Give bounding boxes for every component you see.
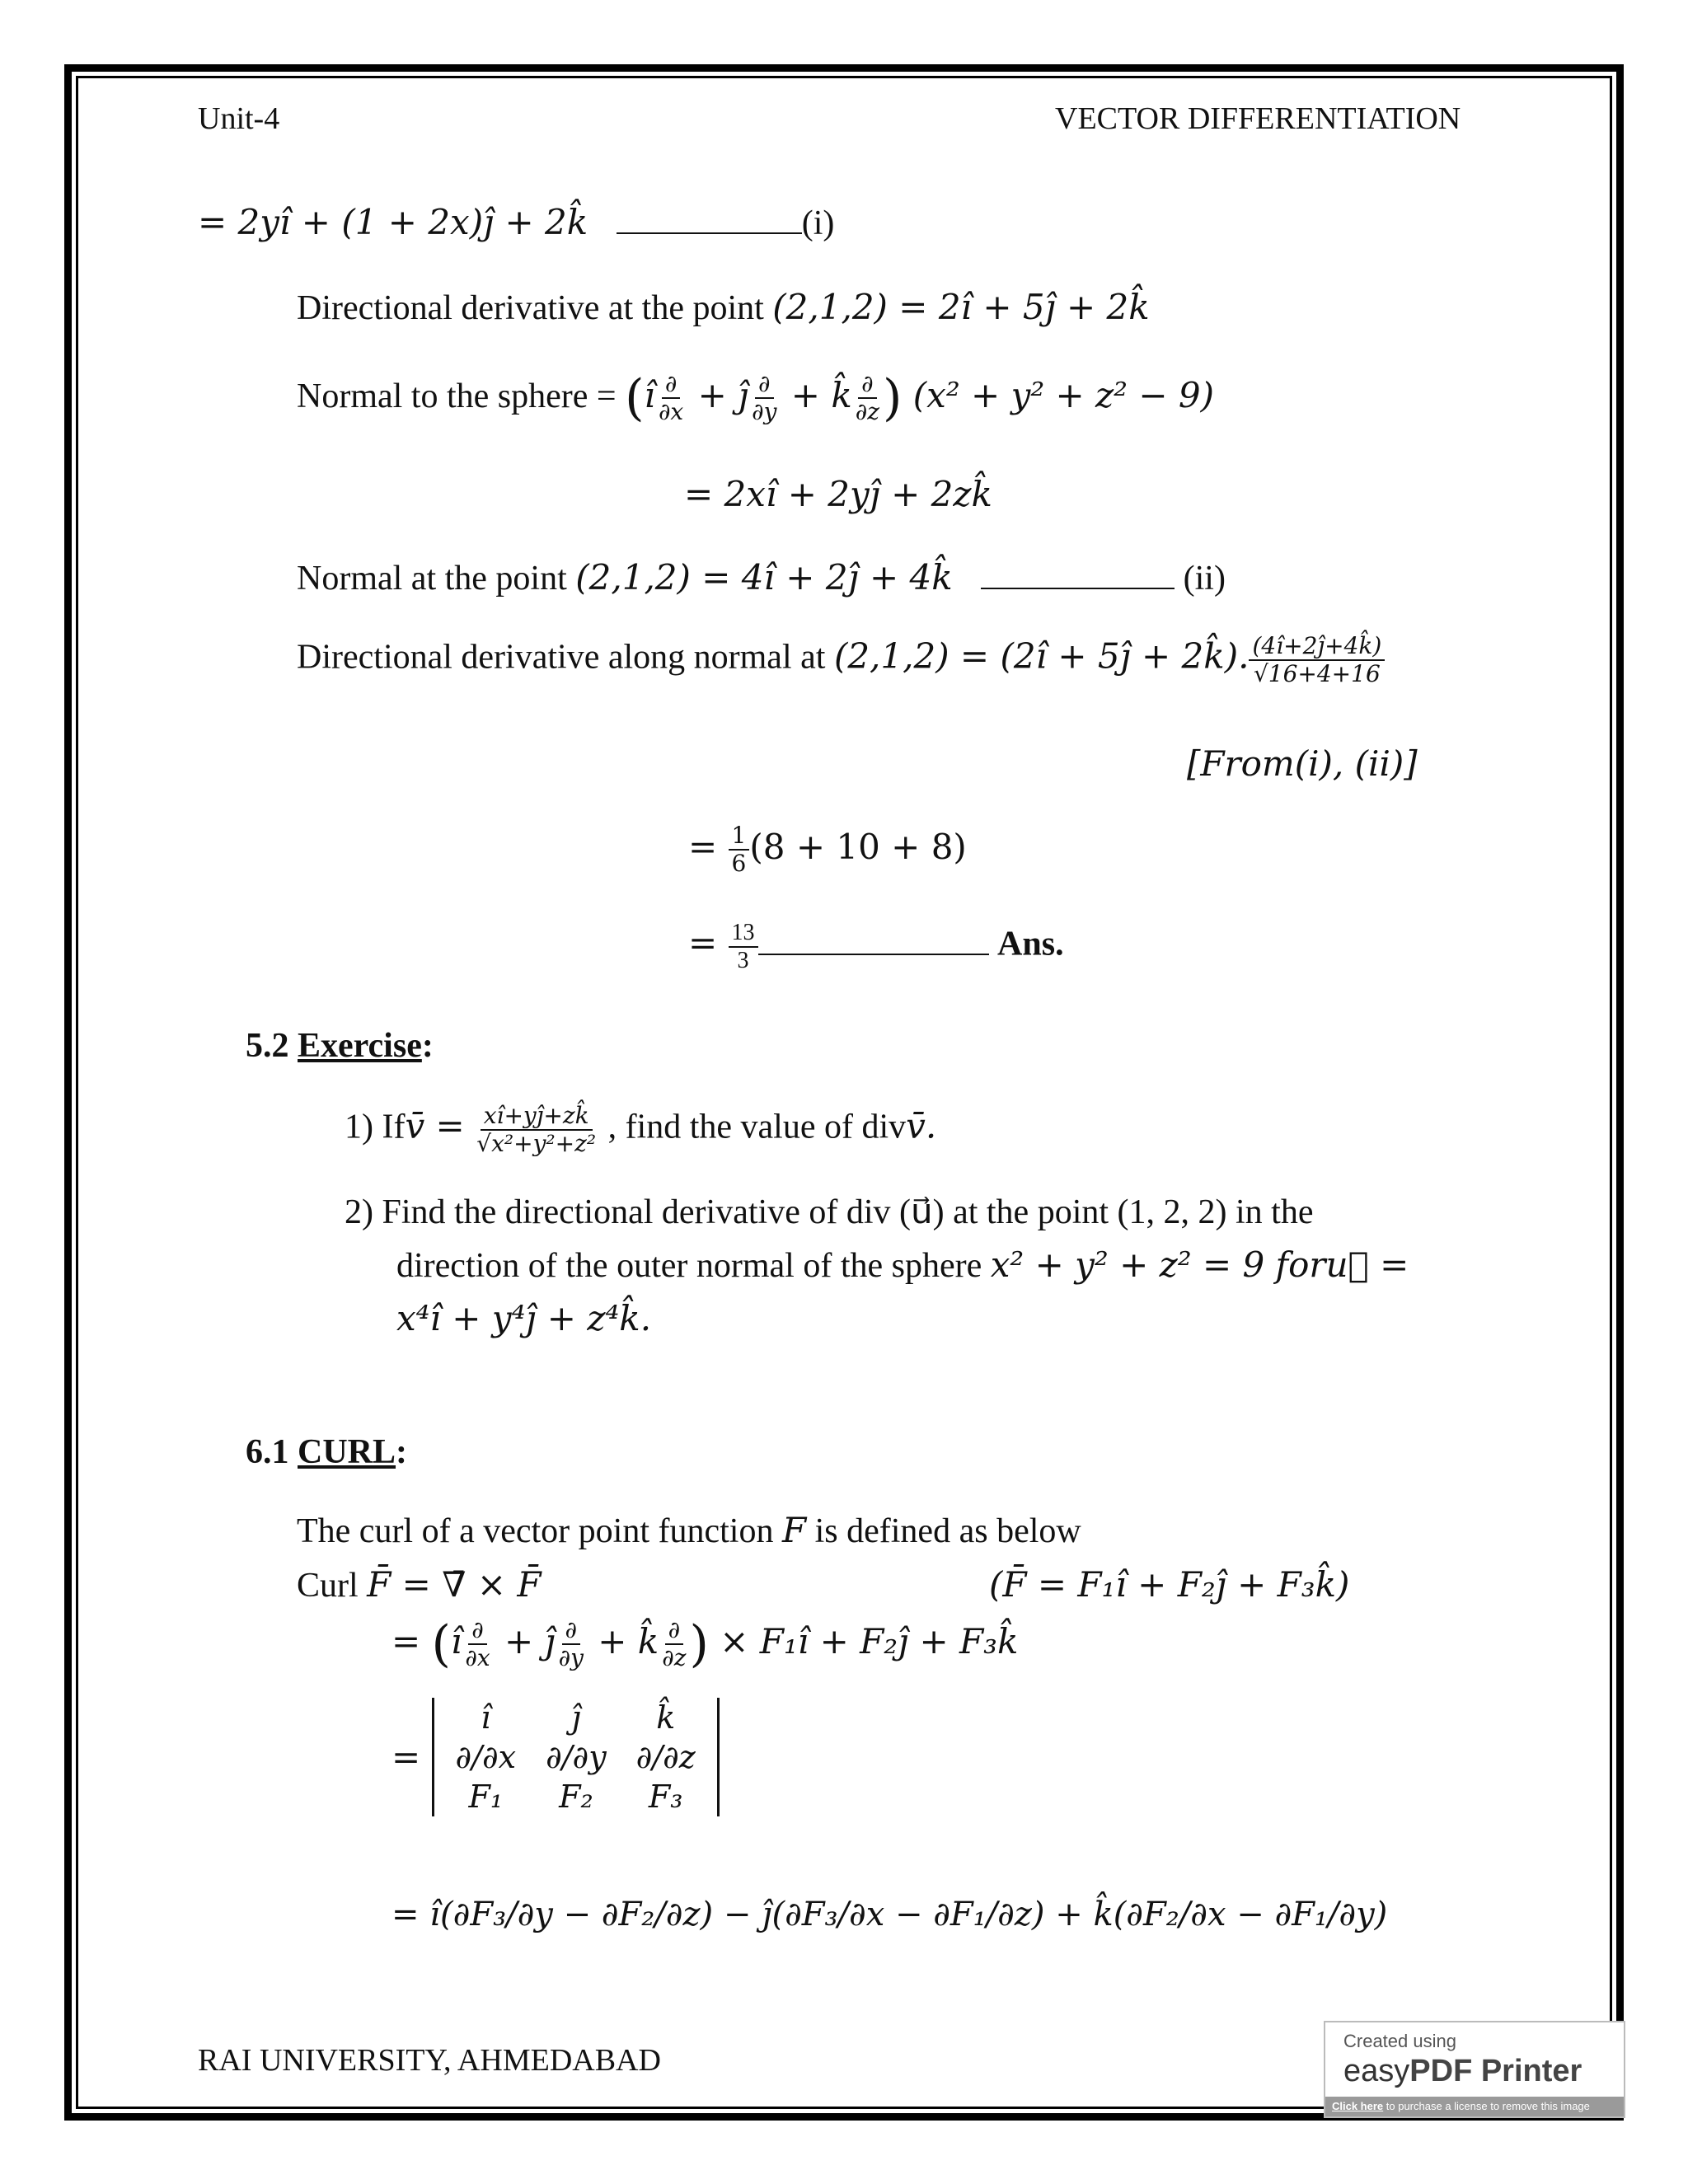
curl-determinant-line: = î ĵ k̂ ∂/∂x ∂/∂y ∂/∂z F₁ F₂ F₃ [392, 1698, 720, 1816]
watermark-brand-easy: easy [1343, 2054, 1410, 2088]
eq1-tag: (i) [801, 204, 835, 242]
curl-math: F̄ = ∇̄ × F̄ [367, 1564, 542, 1605]
det-cell: ĵ [570, 1699, 581, 1736]
det-cell: k̂ [656, 1699, 676, 1736]
fraction-numerator: 13 [729, 921, 758, 948]
eq1-math: = 2yî + (1 + 2x)ĵ + 2k̂ [198, 202, 588, 242]
evaluation-line: = $\frac{1}{6}$ (8 + 10 + 8) [688, 822, 967, 877]
section-number: 5.2 [246, 1027, 289, 1065]
fraction-numerator: xî+yĵ+zk̂ [481, 1104, 593, 1131]
fraction-denominator: 6 [731, 850, 747, 877]
det-cell: ∂/∂z [635, 1739, 696, 1775]
purchase-text: to purchase a license to remove this image [1383, 2100, 1590, 2112]
normal-point-label: Normal at the point [297, 560, 567, 598]
normal-point-math: (2,1,2) = 4î + 2ĵ + 4k̂ [575, 557, 953, 598]
header-unit: Unit-4 [198, 101, 280, 136]
curl-intro-end: is defined as below [814, 1512, 1081, 1550]
curl-vector-definition: (F̄ = F₁î + F₂ĵ + F₃k̂) [989, 1564, 1350, 1605]
blank-line [758, 954, 989, 955]
footer-university: RAI UNIVERSITY, AHMEDABAD [198, 2043, 661, 2078]
det-cell: ∂/∂x [455, 1739, 517, 1775]
det-cell: F₂ [559, 1779, 593, 1815]
curl-intro [297, 1510, 1081, 1551]
watermark-created: Created using [1343, 2031, 1456, 2051]
curl-definition [297, 1564, 542, 1605]
det-cell: F₃ [648, 1779, 683, 1815]
exercise-question-2-line-2 [396, 1244, 1409, 1286]
q2-text: direction of the outer normal of the sphere [396, 1247, 982, 1285]
det-cell: ∂/∂y [546, 1739, 607, 1775]
directional-derivative-line [297, 287, 1150, 328]
exercise-question-1 [345, 1104, 936, 1155]
exercise-question-2-line-3: x⁴î + y⁴ĵ + z⁴k̂. [396, 1298, 652, 1338]
exercise-heading: 5.2 Exercise: [246, 1027, 434, 1065]
dd-normal-math: (2,1,2) = (2î + 5ĵ + 2k̂). [833, 635, 1250, 677]
fraction-denominator: √16+4+16 [1253, 660, 1381, 687]
curl-intro-var: F [781, 1510, 807, 1550]
blank-line [617, 232, 802, 234]
purchase-link[interactable]: Click here [1332, 2100, 1384, 2112]
q1-prefix: 1) If [345, 1108, 406, 1146]
fraction-denominator: √x²+y²+z² [476, 1130, 597, 1157]
det-cell: F₁ [468, 1779, 504, 1815]
normal-sphere-label: Normal to the sphere = [297, 377, 617, 415]
header-title: VECTOR DIFFERENTIATION [1055, 101, 1461, 136]
q2-end: u⃗ = [1325, 1244, 1409, 1285]
curl-intro-text: The curl of a vector point function [297, 1512, 774, 1550]
q2-math: x² + y² + z² = 9 for [990, 1244, 1326, 1285]
fraction-denominator: 3 [737, 948, 749, 973]
curl-heading: 6.1 CURL: [246, 1433, 408, 1471]
answer-fraction [729, 921, 758, 972]
fraction-numerator: 1 [729, 824, 750, 851]
normal-point-line [297, 557, 1226, 598]
answer-line: = $\frac{13}{3}$ Ans. [688, 920, 1064, 973]
equation-line-1 [198, 202, 834, 243]
section-title: Exercise [298, 1027, 422, 1065]
blank-line [981, 588, 1175, 589]
section-title: CURL [298, 1433, 396, 1471]
dd-math: (2,1,2) = 2î + 5ĵ + 2k̂ [772, 287, 1150, 327]
q1-suffix: , find the value of div [607, 1108, 907, 1146]
normal-sphere-line [297, 369, 1214, 427]
fraction-numerator: (4î+2ĵ+4k̂) [1249, 635, 1385, 661]
dd-label: Directional derivative at the point [297, 289, 764, 327]
curl-determinant [432, 1698, 720, 1816]
q1-vector: v̄ = [405, 1105, 465, 1146]
watermark-purchase-bar [1325, 2097, 1624, 2116]
gradient-result [684, 474, 992, 515]
section-number: 6.1 [246, 1433, 289, 1471]
watermark-brand [1343, 2054, 1582, 2089]
curl-label: Curl [297, 1567, 359, 1605]
curl-operator-rest: × F₁î + F₂ĵ + F₃k̂ [720, 1621, 1019, 1661]
unit-normal-fraction [1249, 632, 1385, 687]
one-sixth-fraction [729, 824, 750, 875]
eq2-tag: (ii) [1183, 560, 1226, 598]
q1-end: v̄. [906, 1105, 937, 1146]
watermark-brand-pdf: PDF Printer [1409, 2054, 1582, 2088]
gradient-math: = 2xî + 2yĵ + 2zk̂ [684, 474, 992, 514]
sum-expression: (8 + 10 + 8) [749, 827, 967, 867]
dd-normal-label: Directional derivative along normal at [297, 638, 826, 677]
easypdf-watermark[interactable] [1324, 2021, 1625, 2118]
answer-label: Ans. [997, 925, 1064, 963]
reference-note: [From(i), (ii)] [1187, 743, 1418, 784]
q1-fraction [473, 1104, 599, 1155]
det-cell: î [481, 1699, 491, 1736]
dd-normal-line [297, 632, 1385, 687]
exercise-question-2-line-1: 2) Find the directional derivative of div (u⃗) at the point (1, 2, 2) in the [345, 1193, 1314, 1231]
sphere-expression: (x² + y² + z² − 9) [912, 375, 1215, 415]
curl-expansion: = î(∂F₃/∂y − ∂F₂/∂z) − ĵ(∂F₃/∂x − ∂F₁/∂z) + k̂(∂F₂/∂x − ∂F₁/∂y) [392, 1896, 1388, 1933]
curl-operator-line: = (î $\frac{\partial}{\partial x}$ + ĵ $\frac{\partial}{\partial y}$ + k̂ $\frac{\partial}{\partial z}$ ) × F₁î + F₂ĵ + F₃k̂ [392, 1615, 1019, 1673]
del-operator: (î $\frac{\partial}{\partial x}$ + ĵ $\frac{\partial}{\partial y}$ + k̂ $\frac{\partial}{\partial z}$ ) [625, 369, 903, 427]
